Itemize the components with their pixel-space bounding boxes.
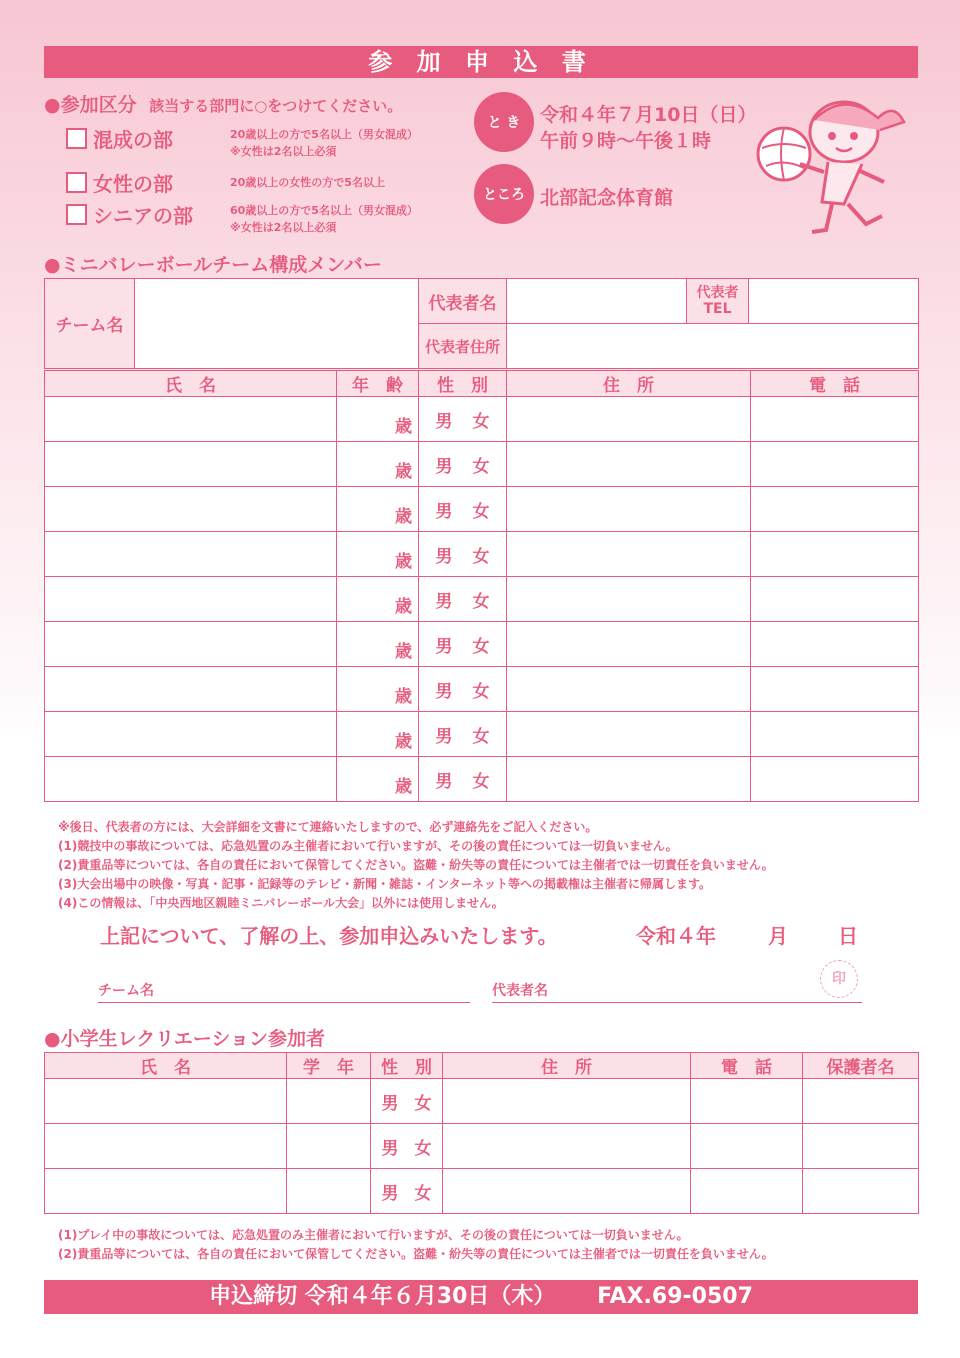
notes-block	[58, 818, 774, 913]
female-option[interactable]: 女	[472, 591, 490, 612]
member-phone-field[interactable]	[751, 667, 919, 712]
member-sex-field[interactable]	[419, 487, 507, 532]
member-sex-field[interactable]	[419, 577, 507, 622]
category-item-senior[interactable]	[66, 200, 466, 240]
note-line: (1)プレイ中の事故については、応急処置のみ主催者において行いますが、その後の責任については一切負いません。	[58, 1228, 689, 1242]
category-item-mixed[interactable]	[66, 124, 466, 164]
table-row	[45, 712, 919, 757]
category-instruction: 該当する部門に○をつけてください。	[149, 97, 403, 115]
male-option[interactable]: 男	[435, 501, 453, 522]
member-sex-field[interactable]	[419, 667, 507, 712]
member-phone-field[interactable]	[751, 757, 919, 802]
female-option[interactable]: 女	[472, 636, 490, 657]
member-address-field[interactable]	[507, 532, 751, 577]
note-line: (3)大会出場中の映像・写真・記事・記録等のテレビ・新聞・雑誌・インターネット等への掲載権は主催者に帰属します。	[58, 877, 712, 891]
category-label: 混成の部	[93, 128, 173, 152]
male-option[interactable]: 男	[435, 546, 453, 567]
member-phone-field[interactable]	[751, 712, 919, 757]
member-phone-field[interactable]	[751, 622, 919, 667]
member-phone-field[interactable]	[751, 577, 919, 622]
kids-notes-block	[58, 1226, 774, 1264]
col-phone: 電 話	[751, 371, 919, 397]
female-option[interactable]: 女	[472, 771, 490, 792]
category-desc: 20歳以上の女性の方で5名以上	[230, 176, 385, 189]
category-heading: ●参加区分 該当する部門に○をつけてください。	[44, 94, 403, 116]
member-sex-field[interactable]	[419, 397, 507, 442]
member-name-field[interactable]	[45, 757, 337, 802]
member-age-field[interactable]: 歳	[337, 712, 419, 757]
mixed-checkbox[interactable]	[66, 128, 87, 149]
kid-sex-field[interactable]	[371, 1169, 443, 1214]
member-table	[44, 370, 919, 802]
member-address-field[interactable]	[507, 442, 751, 487]
category-label: シニアの部	[93, 204, 193, 228]
note-line: (1)競技中の事故については、応急処置のみ主催者において行いますが、その後の責任については一切負いません。	[58, 839, 678, 853]
when-badge: と き	[474, 92, 534, 152]
category-note: ※女性は2名以上必須	[230, 145, 337, 158]
page-title: 参 加 申 込 書	[368, 48, 594, 76]
agreement-day: 日	[838, 924, 858, 948]
female-option[interactable]: 女	[414, 1138, 432, 1159]
col-address: 住 所	[443, 1053, 691, 1079]
member-sex-field[interactable]	[419, 712, 507, 757]
deadline: 申込締切 令和４年６月30日（木）	[209, 1284, 556, 1309]
member-age-field[interactable]: 歳	[337, 622, 419, 667]
col-age: 年 齢	[337, 371, 419, 397]
member-sex-field[interactable]	[419, 622, 507, 667]
male-option[interactable]: 男	[435, 681, 453, 702]
female-option[interactable]: 女	[414, 1183, 432, 1204]
kid-grade-field[interactable]	[287, 1079, 371, 1124]
title-bar	[44, 46, 918, 78]
event-date: 令和４年７月10日（日）	[540, 104, 757, 126]
male-option[interactable]: 男	[435, 411, 453, 432]
table-row	[45, 487, 919, 532]
member-age-field[interactable]: 歳	[337, 667, 419, 712]
rep-name-field[interactable]	[507, 279, 687, 324]
table-row	[45, 1169, 919, 1214]
col-address: 住 所	[507, 371, 751, 397]
kid-address-field[interactable]	[443, 1169, 691, 1214]
kids-table	[44, 1052, 919, 1214]
women-checkbox[interactable]	[66, 172, 87, 193]
rep-name-label: 代表者名	[419, 279, 507, 324]
col-guardian: 保護者名	[803, 1053, 919, 1079]
male-option[interactable]: 男	[435, 591, 453, 612]
male-option[interactable]: 男	[435, 636, 453, 657]
rep-address-label: 代表者住所	[419, 324, 507, 369]
kid-phone-field[interactable]	[691, 1079, 803, 1124]
category-item-women[interactable]	[66, 168, 466, 198]
agreement-text: 上記について、了解の上、参加申込みいたします。	[100, 924, 558, 948]
table-row	[45, 622, 919, 667]
member-name-field[interactable]	[45, 532, 337, 577]
agreement-year: 令和４年	[636, 924, 716, 948]
member-phone-field[interactable]	[751, 487, 919, 532]
member-age-field[interactable]: 歳	[337, 397, 419, 442]
volleyball-mascot-icon	[744, 92, 914, 242]
member-phone-field[interactable]	[751, 532, 919, 577]
kid-phone-field[interactable]	[691, 1124, 803, 1169]
fax-number: FAX.69-0507	[597, 1284, 753, 1309]
seal-mark: 印	[820, 960, 858, 998]
col-sex: 性 別	[371, 1053, 443, 1079]
team-name-field[interactable]	[135, 279, 419, 369]
female-option[interactable]: 女	[472, 501, 490, 522]
male-option[interactable]: 男	[435, 771, 453, 792]
member-address-field[interactable]	[507, 757, 751, 802]
team-info-table	[44, 278, 919, 369]
kid-address-field[interactable]	[443, 1124, 691, 1169]
table-row	[45, 667, 919, 712]
member-sex-field[interactable]	[419, 532, 507, 577]
member-address-field[interactable]	[507, 487, 751, 532]
member-address-field[interactable]	[507, 712, 751, 757]
member-phone-field[interactable]	[751, 442, 919, 487]
event-time: 午前９時～午後１時	[540, 130, 712, 152]
kid-sex-field[interactable]	[371, 1079, 443, 1124]
male-option[interactable]: 男	[381, 1138, 399, 1159]
member-name-field[interactable]	[45, 577, 337, 622]
female-option[interactable]: 女	[472, 456, 490, 477]
footer-bar	[44, 1280, 918, 1314]
event-place: 北部記念体育館	[540, 187, 674, 209]
col-grade: 学 年	[287, 1053, 371, 1079]
category-note: ※女性は2名以上必須	[230, 221, 337, 234]
male-option[interactable]: 男	[381, 1183, 399, 1204]
table-row	[45, 532, 919, 577]
rep-address-field[interactable]	[507, 324, 919, 369]
table-row	[45, 1124, 919, 1169]
member-age-field[interactable]: 歳	[337, 442, 419, 487]
table-row	[45, 397, 919, 442]
note-line: (2)貴重品等については、各自の責任において保管してください。盗難・紛失等の責任については主催者では一切責任を負いません。	[58, 1247, 774, 1261]
member-age-field[interactable]: 歳	[337, 487, 419, 532]
male-option[interactable]: 男	[381, 1093, 399, 1114]
member-phone-field[interactable]	[751, 397, 919, 442]
table-row	[45, 577, 919, 622]
member-name-field[interactable]	[45, 712, 337, 757]
kid-phone-field[interactable]	[691, 1169, 803, 1214]
note-line: ※後日、代表者の方には、大会詳細を文書にて連絡いたしますので、必ず連絡先をご記入ください。	[58, 820, 598, 834]
member-name-field[interactable]	[45, 667, 337, 712]
team-section-heading: ●ミニバレーボールチーム構成メンバー	[44, 254, 382, 276]
male-option[interactable]: 男	[435, 726, 453, 747]
member-name-field[interactable]	[45, 622, 337, 667]
where-badge: ところ	[474, 164, 534, 224]
col-name: 氏 名	[45, 1053, 287, 1079]
sign-team-field[interactable]: チーム名	[98, 980, 470, 1003]
member-address-field[interactable]	[507, 397, 751, 442]
male-option[interactable]: 男	[435, 456, 453, 477]
kid-grade-field[interactable]	[287, 1169, 371, 1214]
sign-rep-field[interactable]: 代表者名	[492, 980, 862, 1003]
note-line: (4)この情報は、「中央西地区親睦ミニバレーボール大会」以外には使用しません。	[58, 896, 504, 910]
col-phone: 電 話	[691, 1053, 803, 1079]
team-name-label: チーム名	[45, 279, 135, 369]
category-desc: 60歳以上の方で5名以上（男女混成）	[230, 204, 418, 217]
member-age-field[interactable]: 歳	[337, 532, 419, 577]
kid-grade-field[interactable]	[287, 1124, 371, 1169]
note-line: (2)貴重品等については、各自の責任において保管してください。盗難・紛失等の責任については主催者では一切責任を負いません。	[58, 858, 774, 872]
kid-guardian-field[interactable]	[803, 1124, 919, 1169]
agreement-month: 月	[768, 924, 788, 948]
member-sex-field[interactable]	[419, 442, 507, 487]
col-sex: 性 別	[419, 371, 507, 397]
female-option[interactable]: 女	[472, 681, 490, 702]
member-age-field[interactable]: 歳	[337, 757, 419, 802]
rep-tel-label: 代表者 TEL	[687, 279, 749, 324]
member-name-field[interactable]	[45, 442, 337, 487]
kid-name-field[interactable]	[45, 1169, 287, 1214]
kid-guardian-field[interactable]	[803, 1079, 919, 1124]
member-address-field[interactable]	[507, 622, 751, 667]
table-row	[45, 1079, 919, 1124]
category-desc: 20歳以上の方で5名以上（男女混成）	[230, 128, 418, 141]
member-age-field[interactable]: 歳	[337, 577, 419, 622]
female-option[interactable]: 女	[472, 726, 490, 747]
female-option[interactable]: 女	[414, 1093, 432, 1114]
kid-address-field[interactable]	[443, 1079, 691, 1124]
female-option[interactable]: 女	[472, 546, 490, 567]
table-row	[45, 757, 919, 802]
member-sex-field[interactable]	[419, 757, 507, 802]
col-name: 氏 名	[45, 371, 337, 397]
senior-checkbox[interactable]	[66, 204, 87, 225]
table-row	[45, 442, 919, 487]
member-name-field[interactable]	[45, 397, 337, 442]
rep-tel-field[interactable]	[749, 279, 919, 324]
kid-guardian-field[interactable]	[803, 1169, 919, 1214]
kid-name-field[interactable]	[45, 1079, 287, 1124]
kid-name-field[interactable]	[45, 1124, 287, 1169]
category-label: 女性の部	[93, 172, 173, 196]
kids-section-heading: ●小学生レクリエーション参加者	[44, 1028, 326, 1050]
member-name-field[interactable]	[45, 487, 337, 532]
kid-sex-field[interactable]	[371, 1124, 443, 1169]
member-address-field[interactable]	[507, 667, 751, 712]
female-option[interactable]: 女	[472, 411, 490, 432]
member-address-field[interactable]	[507, 577, 751, 622]
